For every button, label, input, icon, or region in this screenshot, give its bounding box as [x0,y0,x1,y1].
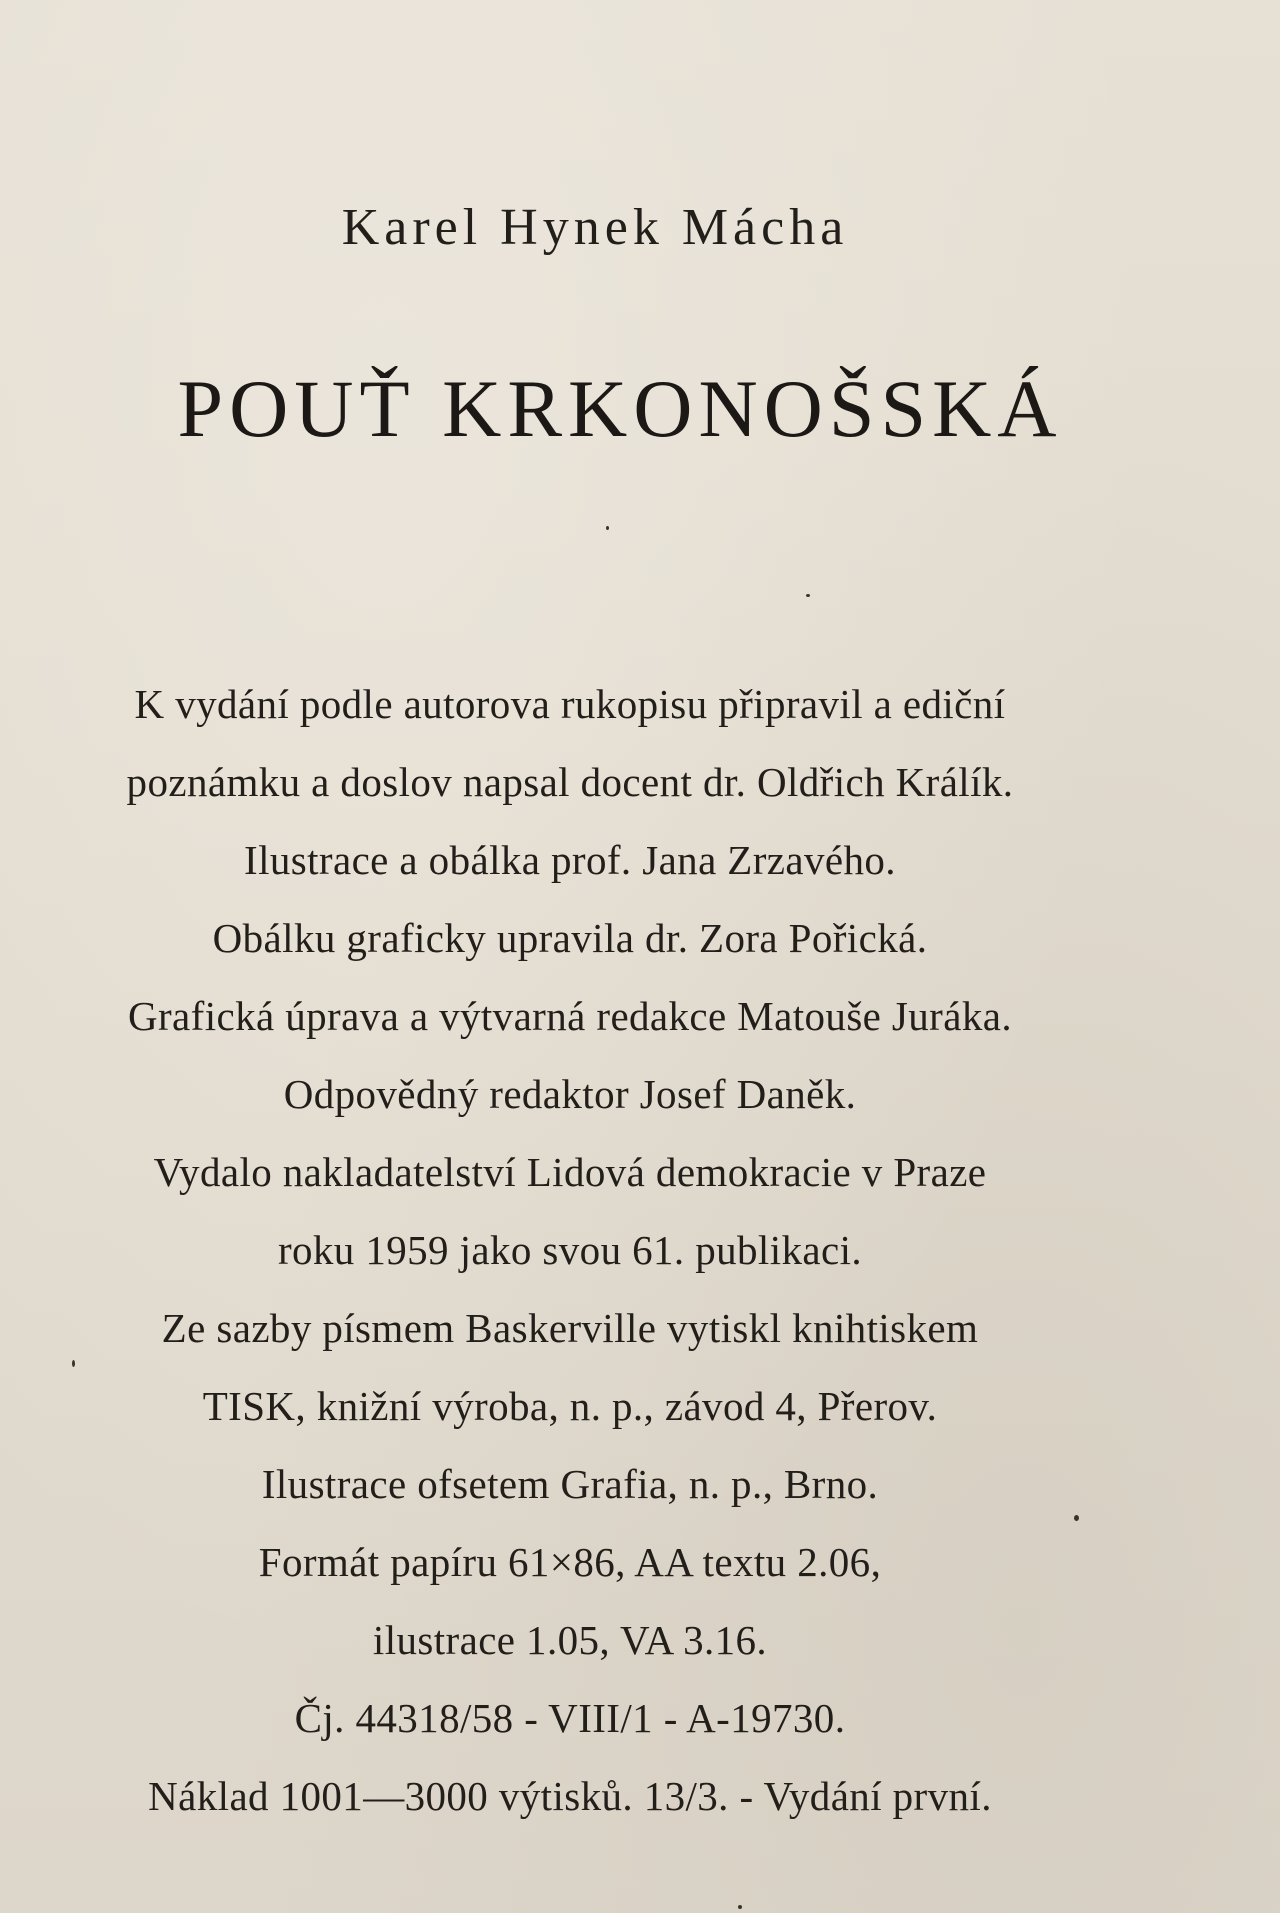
author-name: Karel Hynek Mácha [341,199,849,256]
colophon-line: Vydalo nakladatelství Lidová demokracie v Praze [153,1149,987,1195]
colophon-line: poznámku a doslov napsal docent dr. Oldřich Králík. [126,759,1014,805]
paper-speck [72,1360,75,1367]
colophon-line: Čj. 44318/58 - VIII/1 - A-19730. [294,1695,846,1741]
paper-speck [806,594,810,597]
colophon-line: ilustrace 1.05, VA 3.16. [372,1617,768,1663]
colophon-line: TISK, knižní výroba, n. p., závod 4, Přerov. [202,1383,938,1429]
colophon-line: Ilustrace a obálka prof. Jana Zrzavého. [244,837,896,883]
book-title: POUŤ KRKONOŠSKÁ [177,363,1063,454]
paper-speck [606,526,609,530]
colophon [0,670,1140,1840]
colophon-line: Grafická úprava a výtvarná redakce Matouše Juráka. [128,993,1012,1039]
colophon-line: Odpovědný redaktor Josef Daněk. [283,1071,857,1117]
paper-speck [738,1905,742,1909]
colophon-line: Formát papíru 61×86, AA textu 2.06, [258,1539,882,1585]
colophon-line: roku 1959 jako svou 61. publikaci. [277,1227,863,1273]
colophon-line: Obálku graficky upravila dr. Zora Pořická. [212,915,928,961]
paper-speck [1074,1515,1079,1521]
colophon-line: K vydání podle autorova rukopisu připravil a ediční [134,681,1006,727]
colophon-line: Náklad 1001—3000 výtisků. 13/3. - Vydání první. [148,1773,992,1819]
colophon-line: Ilustrace ofsetem Grafia, n. p., Brno. [261,1461,879,1507]
colophon-line: Ze sazby písmem Baskerville vytiskl knihtiskem [161,1305,979,1351]
